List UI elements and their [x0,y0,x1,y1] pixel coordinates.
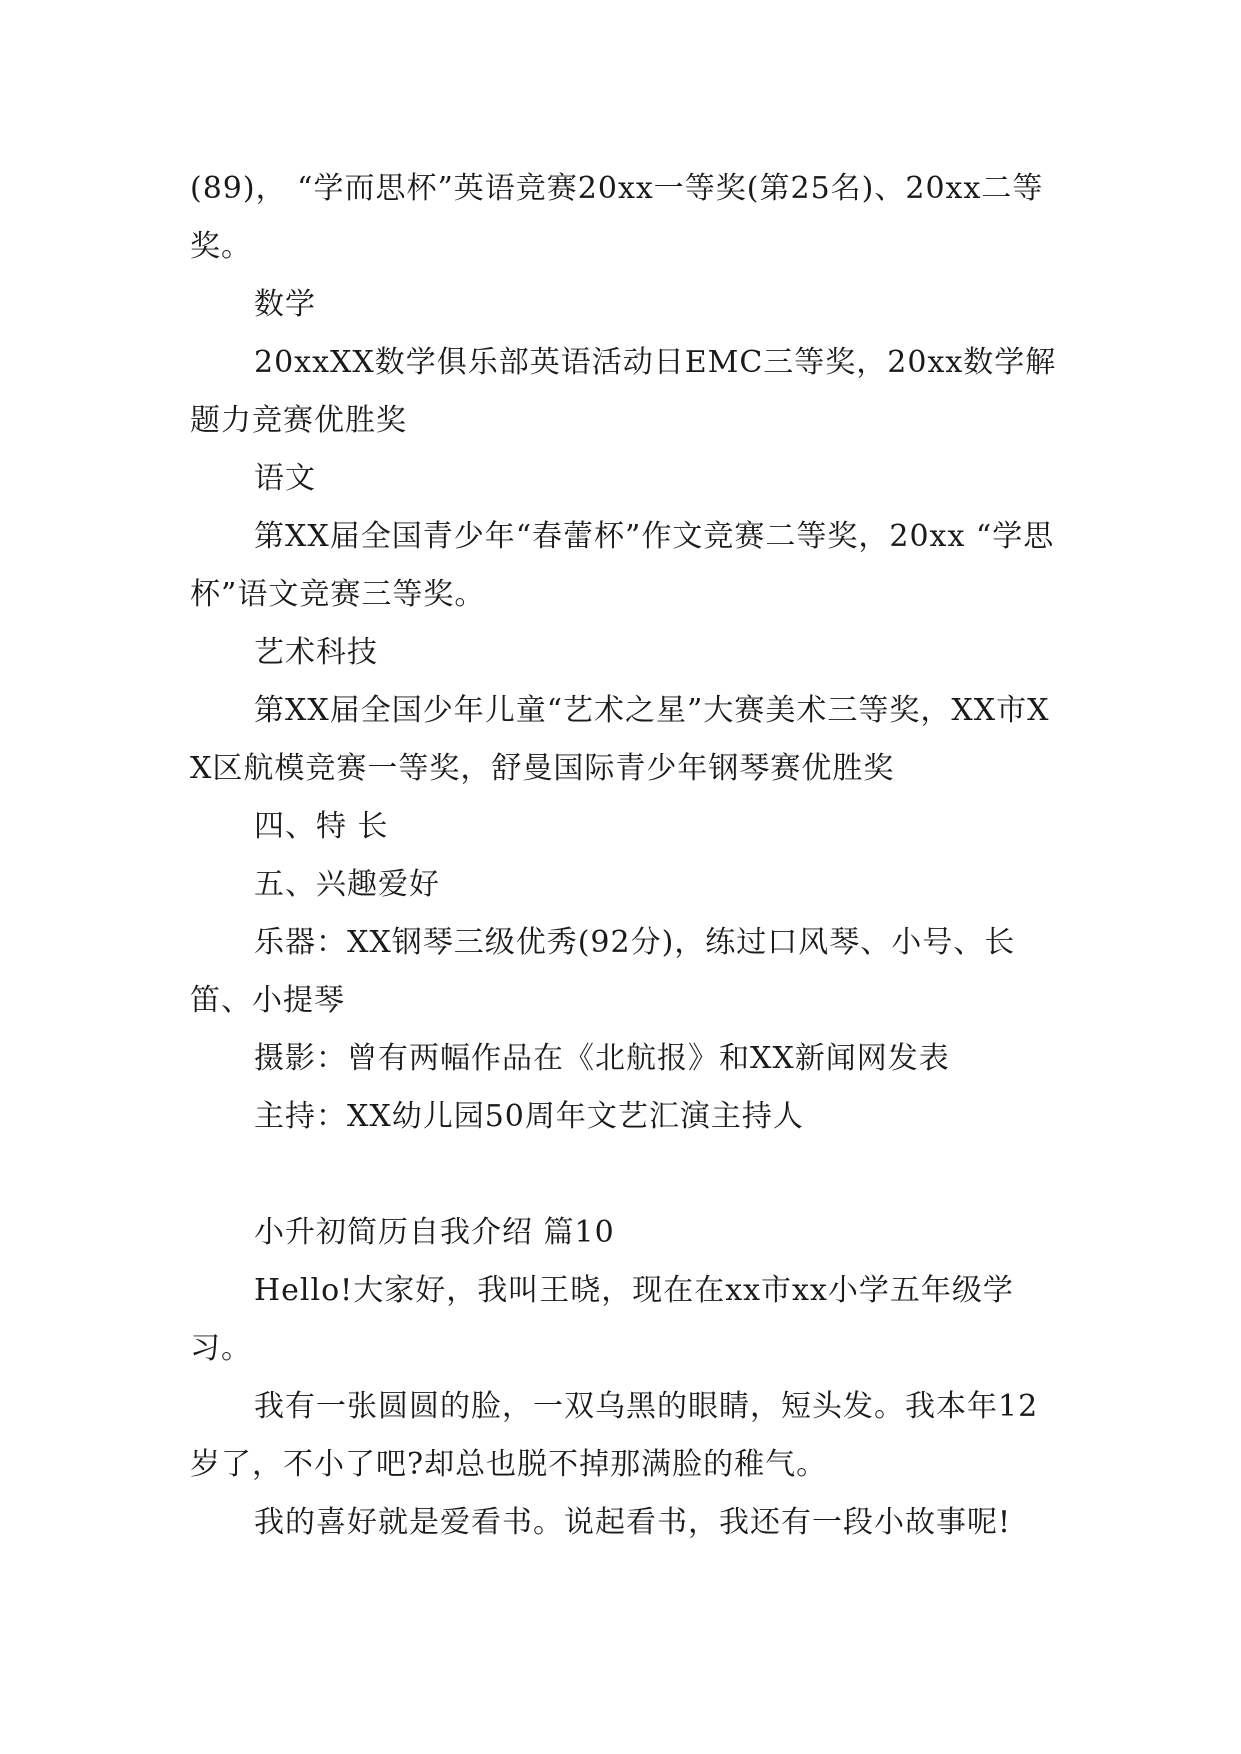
paragraph-awards-english: (89)， “学而思杯”英语竞赛20xx一等奖(第25名)、20xx二等奖。 [190,171,1044,264]
paragraph-hobby-hosting: 主持：XX幼儿园50周年文艺汇演主持人 [254,1099,804,1134]
paragraph-hobby-photography: 摄影：曾有两幅作品在《北航报》和XX新闻网发表 [254,1041,950,1076]
heading-chinese: 语文 [254,461,316,496]
paragraph-intro-hello: Hello!大家好，我叫王晓，现在在xx市xx小学五年级学习。 [190,1273,1014,1366]
paragraph-hobby-music: 乐器：XX钢琴三级优秀(92分)，练过口风琴、小号、长笛、小提琴 [190,925,1016,1018]
heading-math: 数学 [254,287,316,322]
paragraph-intro-reading: 我的喜好就是爱看书。说起看书，我还有一段小故事呢! [254,1505,1012,1540]
section-title: 小升初简历自我介绍 篇10 [254,1215,615,1250]
heading-art-tech: 艺术科技 [254,635,378,670]
paragraph-awards-art-tech: 第XX届全国少年儿童“艺术之星”大赛美术三等奖，XX市XX区航模竞赛一等奖，舒曼国际青少年钢琴赛优胜奖 [190,693,1050,786]
paragraph-awards-math: 20xxXX数学俱乐部英语活动日EMC三等奖，20xx数学解题力竞赛优胜奖 [190,345,1057,438]
document-body [190,160,1060,1552]
heading-specialties: 四、特 长 [254,809,389,844]
paragraph-intro-appearance: 我有一张圆圆的脸，一双乌黑的眼睛，短头发。我本年12岁了，不小了吧?却总也脱不掉那满脸的稚气。 [190,1389,1039,1482]
section-spacer [190,1146,1060,1204]
heading-hobbies: 五、兴趣爱好 [254,867,440,902]
paragraph-awards-chinese: 第XX届全国青少年“春蕾杯”作文竞赛二等奖，20xx “学思杯”语文竞赛三等奖。 [190,519,1055,612]
